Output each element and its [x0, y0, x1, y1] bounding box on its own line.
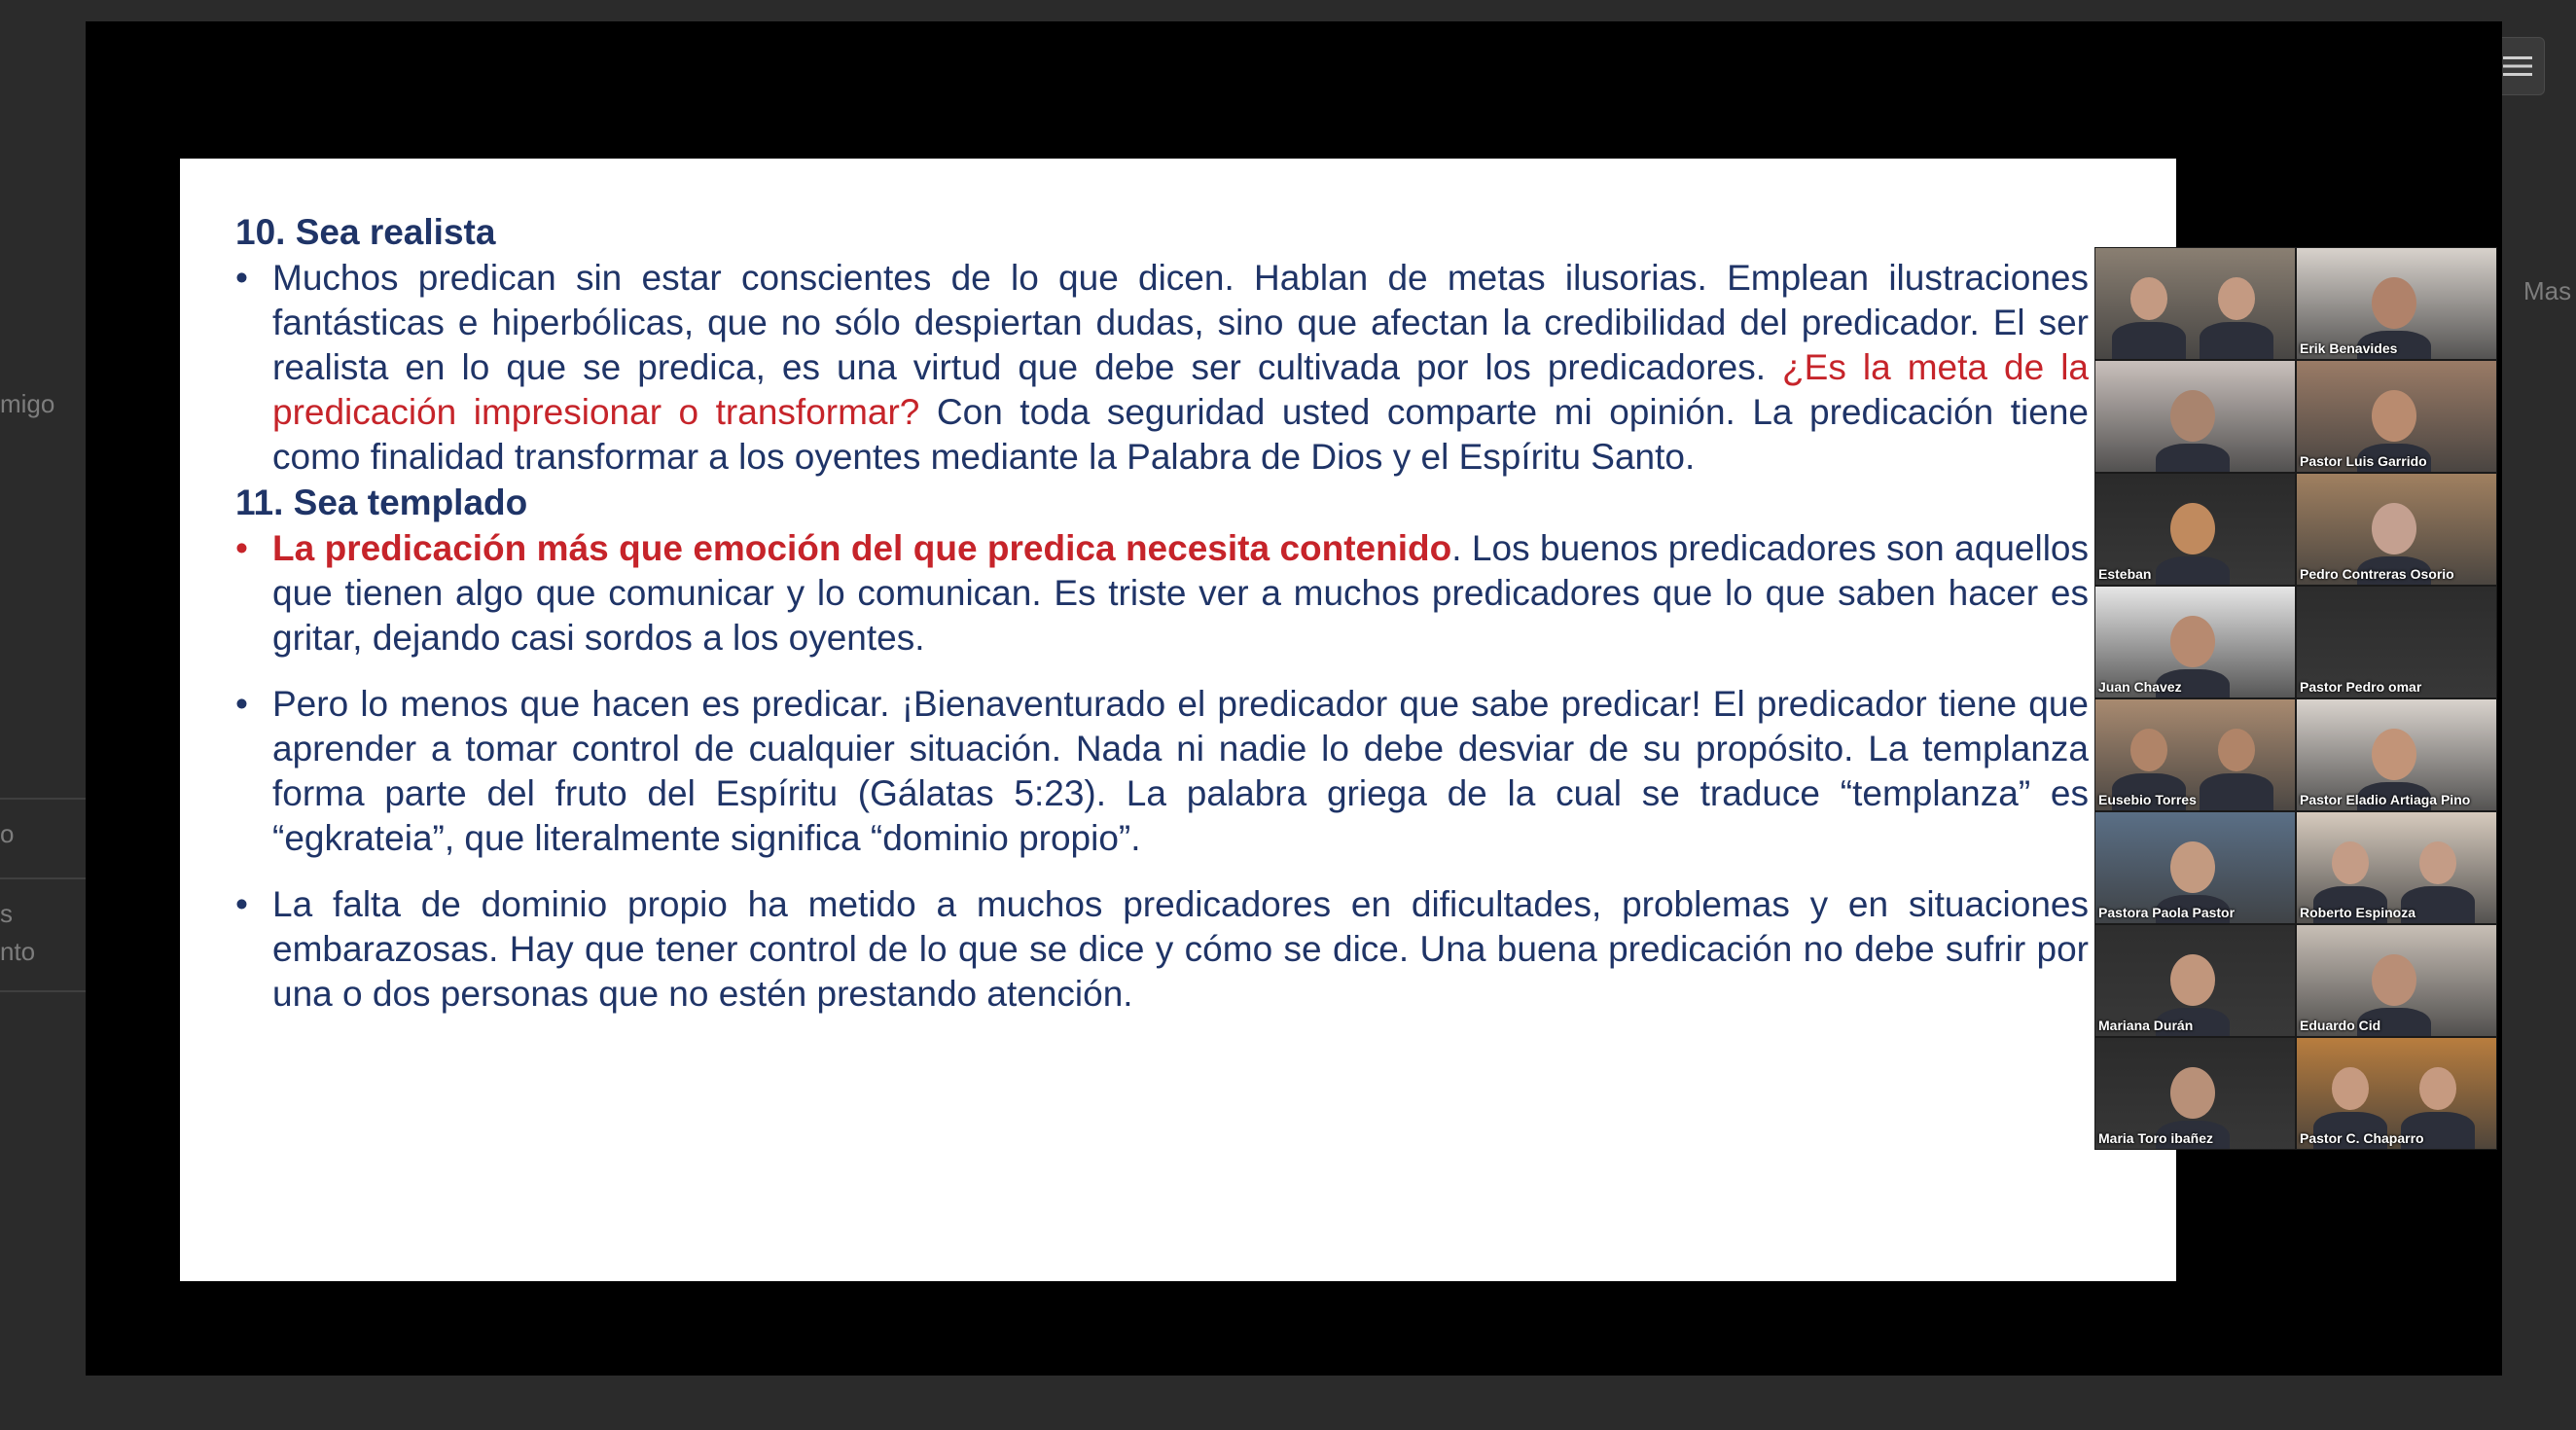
- participant-name-label: Mariana Durán: [2098, 1018, 2194, 1033]
- participant-name-label: Erik Benavides: [2300, 340, 2398, 356]
- background-text-s: s: [0, 899, 13, 928]
- participant-tile[interactable]: [2296, 247, 2497, 360]
- background-text-o: o: [0, 819, 15, 848]
- bullet-text: Muchos predican sin estar conscientes de lo que dicen. Hablan de metas ilusorias. Emplean ilustraciones fantásticas e hiperbólicas, que no sólo despiertan dudas, sino que afectan la credibilidad del predicador. El ser realista en lo que se predica, es una virtud que debe ser cultivada por los predicadores.: [272, 258, 2089, 387]
- participant-tile[interactable]: [2094, 1037, 2296, 1150]
- participant-silhouette: [2154, 497, 2232, 586]
- participant-tile[interactable]: [2094, 473, 2296, 586]
- slide-bullet-item: [235, 526, 2089, 661]
- participant-tile[interactable]: [2296, 473, 2497, 586]
- participant-tile[interactable]: [2094, 811, 2296, 924]
- participant-tile[interactable]: [2094, 247, 2296, 360]
- participant-name-label: Eusebio Torres: [2098, 792, 2197, 807]
- participant-tile[interactable]: [2094, 924, 2296, 1037]
- participant-tile[interactable]: [2094, 698, 2296, 811]
- section-10-heading: 10. Sea realista: [235, 212, 496, 252]
- slide-bullet-item: [235, 882, 2089, 1017]
- background-divider: [0, 798, 86, 800]
- participant-name-label: Eduardo Cid: [2300, 1018, 2381, 1033]
- participant-name-label: Maria Toro ibañez: [2098, 1130, 2213, 1146]
- participant-tile[interactable]: [2296, 360, 2497, 473]
- participant-name-label: Pastor Luis Garrido: [2300, 453, 2427, 469]
- participant-name-label: Pastor C. Chaparro: [2300, 1130, 2424, 1146]
- slide-bullet-item: [235, 256, 2089, 480]
- background-divider: [0, 877, 86, 879]
- participant-silhouette: [2198, 271, 2275, 360]
- bullet-marker: •: [235, 684, 248, 724]
- bullet-highlight-text: La predicación más que emoción del que predica necesita contenido: [272, 528, 1452, 568]
- bullet-marker: •: [235, 884, 248, 924]
- participant-tile[interactable]: [2296, 586, 2497, 698]
- participant-tile[interactable]: [2296, 924, 2497, 1037]
- bullet-highlight-text: ¿Es la meta de la predicación impresionar o transformar?: [272, 347, 2089, 432]
- participant-tile[interactable]: [2296, 811, 2497, 924]
- participant-name-label: Esteban: [2098, 566, 2152, 582]
- bullet-text: La falta de dominio propio ha metido a muchos predicadores en dificultades, problemas y en situaciones embarazosas. Hay que tener control de lo que se dice y cómo se dice. Una buena predicación no debe sufrir por una o dos personas que no estén prestando atención.: [272, 884, 2089, 1014]
- participant-silhouette: [2154, 384, 2232, 473]
- section-11-heading: 11. Sea templado: [235, 483, 528, 522]
- bullet-marker: •: [235, 258, 248, 298]
- participant-name-label: Pastor Eladio Artiaga Pino: [2300, 792, 2471, 807]
- background-text-migo: migo: [0, 389, 55, 418]
- participant-name-label: Pastor Pedro omar: [2300, 679, 2422, 695]
- slide-bullet-item: [235, 682, 2089, 861]
- participant-name-label: Roberto Espinoza: [2300, 905, 2416, 920]
- participant-tile[interactable]: [2296, 1037, 2497, 1150]
- participant-tile[interactable]: [2296, 698, 2497, 811]
- participant-silhouette: [2198, 723, 2275, 811]
- participant-silhouette: [2110, 271, 2188, 360]
- participant-tile[interactable]: [2094, 360, 2296, 473]
- background-divider: [0, 990, 86, 992]
- background-text-mas: Mas: [2523, 276, 2572, 305]
- participant-gallery: [2094, 247, 2497, 1150]
- bullet-text: . Los buenos predicadores son aquellos que tienen algo que comunicar y lo comunican. Es triste ver a muchos predicadores que lo que saben hacer es gritar, dejando casi sordos a los oyentes.: [272, 528, 2089, 658]
- bullet-text: Con toda seguridad usted comparte mi opinión. La predicación tiene como finalidad transformar a los oyentes mediante la Palabra de Dios y el Espíritu Santo.: [272, 392, 2089, 477]
- participant-tile[interactable]: [2094, 586, 2296, 698]
- bullet-text: Pero lo menos que hacen es predicar. ¡Bienaventurado el predicador que sabe predicar! El predicador tiene que aprender a tomar control de cualquier situación. Nada ni nadie lo debe desviar de su propósito. La templanza forma parte del fruto del Espíritu (Gálatas 5:23). La palabra griega de la cual se traduce “templanza” es “egkrateia”, que literalmente significa “dominio propio”.: [272, 684, 2089, 858]
- participant-name-label: Pedro Contreras Osorio: [2300, 566, 2454, 582]
- section-10-list: [235, 256, 2089, 480]
- background-text-nto: nto: [0, 937, 36, 966]
- bullet-marker: •: [235, 528, 248, 568]
- participant-name-label: Pastora Paola Pastor: [2098, 905, 2236, 920]
- presentation-slide: [180, 159, 2176, 1281]
- participant-name-label: Juan Chavez: [2098, 679, 2182, 695]
- section-11-list: [235, 526, 2089, 1017]
